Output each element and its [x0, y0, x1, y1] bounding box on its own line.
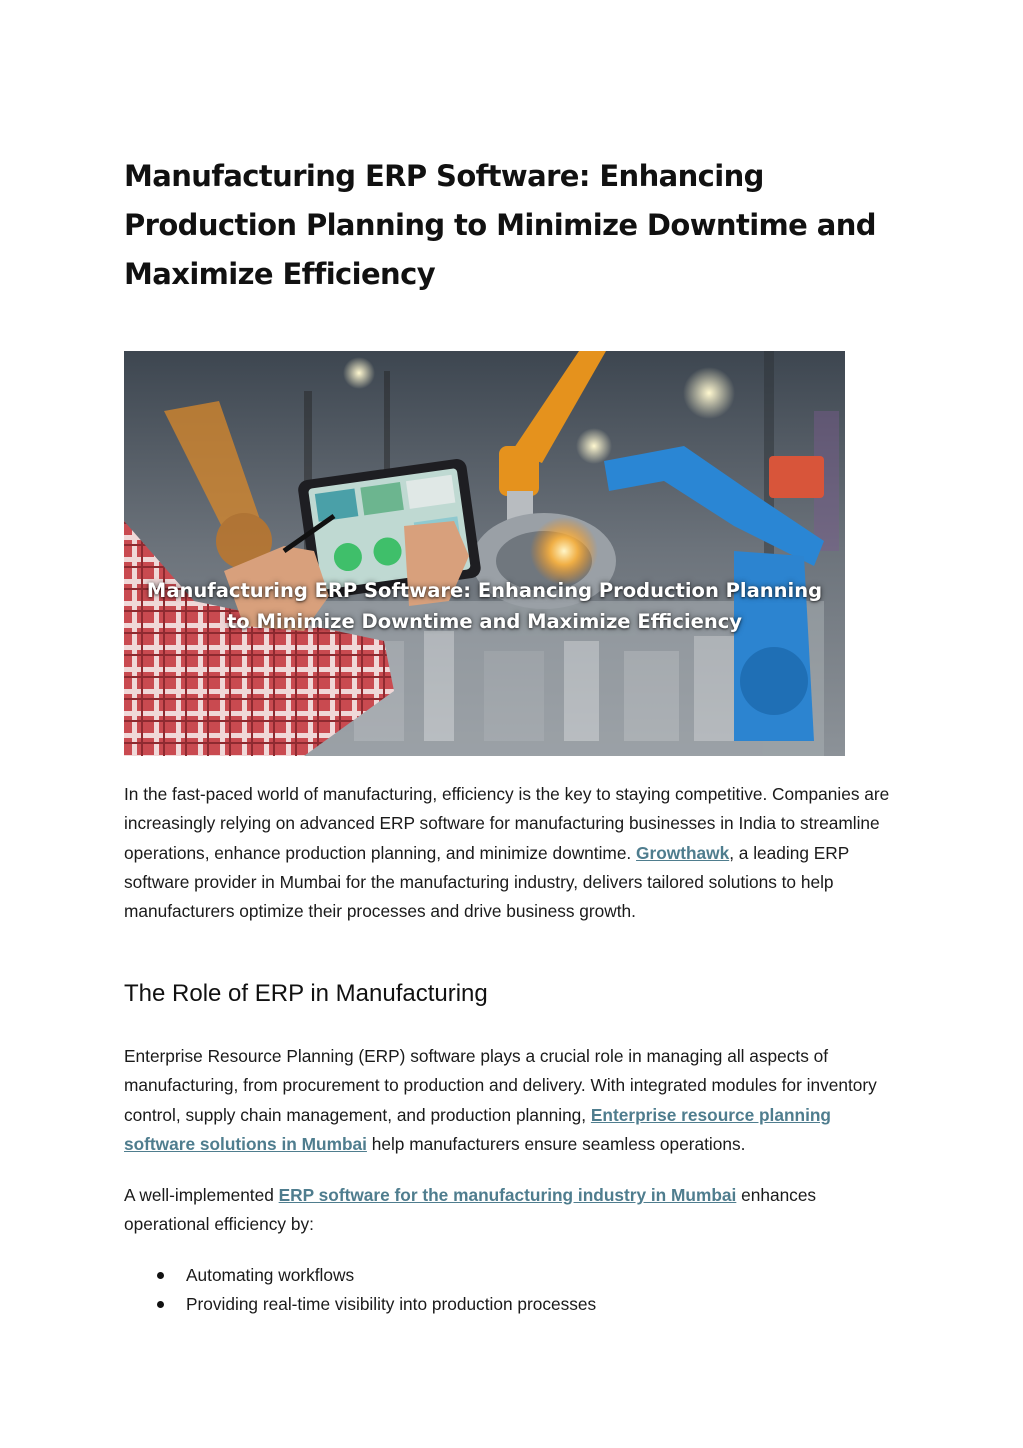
- hero-caption: Manufacturing ERP Software: Enhancing Production Planning to Minimize Downtime and Maximize Efficiency: [146, 579, 823, 633]
- page-title: Manufacturing ERP Software: Enhancing Production Planning to Minimize Downtime and Maximize Efficiency: [124, 159, 876, 291]
- list-item-text: Automating workflows: [186, 1265, 355, 1285]
- list-item: [124, 1290, 596, 1319]
- erp-role-paragraph: [124, 1042, 904, 1159]
- para2-text-before: Enterprise Resource Planning (ERP) software plays a crucial role in managing all aspects of manufacturing, from procurement to production and delivery. With integrated modules for inventory control, supply chain management, and production planning,: [124, 1046, 877, 1125]
- section-heading: The Role of ERP in Manufacturing: [124, 980, 488, 1007]
- hero-image: [124, 351, 845, 756]
- intro-paragraph: [124, 780, 904, 926]
- intro-text-before: In the fast-paced world of manufacturing, efficiency is the key to staying competitive. Companies are increasingly relying on advanced ERP software for manufacturing businesses in India to streamline operations, enhance production planning, and minimize downtime.: [124, 784, 890, 863]
- benefits-list: [124, 1261, 596, 1320]
- erp-manufacturing-mumbai-link[interactable]: ERP software for the manufacturing industry in Mumbai: [278, 1185, 737, 1205]
- para3-text-after: enhances operational efficiency by:: [124, 1185, 817, 1235]
- list-item-text: Providing real-time visibility into production processes: [186, 1294, 597, 1315]
- intro-text-after: , a leading ERP software provider in Mumbai for the manufacturing industry, delivers tailored solutions to help manufacturers optimize their processes and drive business growth.: [124, 842, 849, 922]
- para3-text-before: A well-implemented: [124, 1185, 279, 1205]
- factory-robot-illustration: [124, 351, 845, 756]
- erp-solutions-mumbai-link[interactable]: Enterprise resource planning software solutions in Mumbai: [124, 1104, 831, 1154]
- list-item: [124, 1261, 596, 1290]
- growthawk-link[interactable]: Growthawk: [636, 842, 730, 863]
- bullet-icon: [157, 1301, 164, 1308]
- erp-benefits-paragraph: [124, 1181, 904, 1240]
- para2-text-after: help manufacturers ensure seamless operations.: [366, 1133, 746, 1154]
- bullet-icon: [157, 1272, 164, 1279]
